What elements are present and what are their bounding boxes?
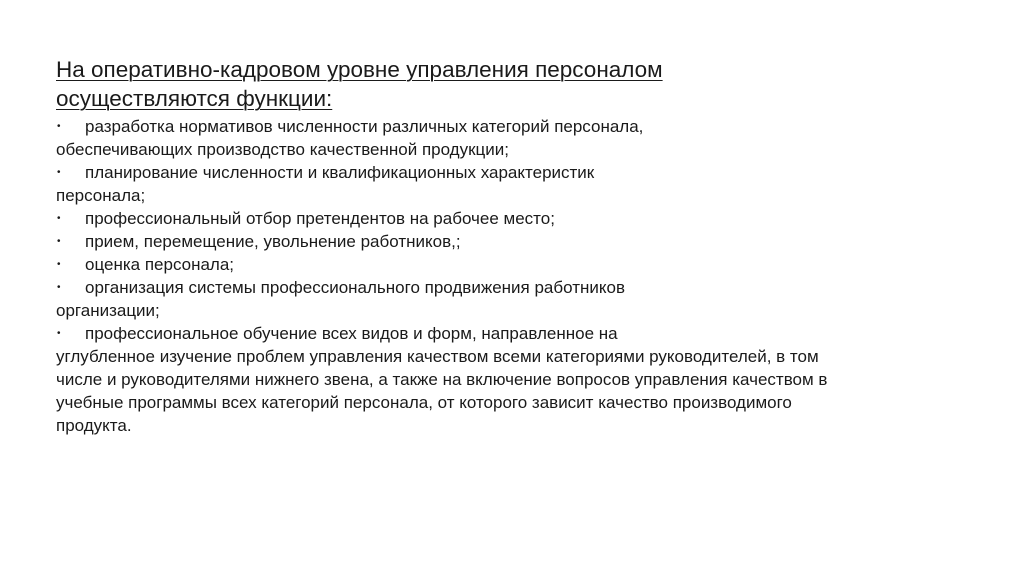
bullet-icon: •	[57, 328, 61, 339]
slide-content	[56, 55, 956, 437]
list-item-text: продукта.	[56, 416, 132, 435]
slide-title-line-1: На оперативно-кадровом уровне управления персоналом	[56, 57, 663, 82]
list-item	[56, 230, 956, 253]
list-item-text: оценка персонала;	[85, 255, 235, 274]
list-item	[56, 161, 956, 184]
bullet-icon: •	[57, 259, 61, 270]
list-item-continuation	[56, 391, 956, 414]
bullet-icon: •	[57, 167, 61, 178]
bullet-icon: •	[57, 236, 61, 247]
list-item-text: профессиональное обучение всех видов и форм, направленное на	[85, 324, 618, 343]
list-item	[56, 207, 956, 230]
list-item	[56, 115, 956, 138]
slide-title	[56, 55, 956, 113]
bullet-icon: •	[57, 121, 61, 132]
list-item-text: учебные программы всех категорий персонала, от которого зависит качество производимого	[56, 393, 792, 412]
list-item-text: профессиональный отбор претендентов на рабочее место;	[85, 209, 555, 228]
list-item	[56, 322, 956, 345]
list-item-continuation	[56, 138, 956, 161]
slide-title-line-2: осуществляются функции:	[56, 86, 333, 111]
list-item-text: организации;	[56, 301, 160, 320]
list-item-continuation	[56, 184, 956, 207]
bullet-icon: •	[57, 213, 61, 224]
list-item-text: организация системы профессионального продвижения работников	[85, 278, 625, 297]
list-item-text: планирование численности и квалификационных характеристик	[85, 163, 595, 182]
list-item-text: обеспечивающих производство качественной продукции;	[56, 140, 509, 159]
list-item-continuation	[56, 414, 956, 437]
list-item-text: разработка нормативов численности различных категорий персонала,	[85, 117, 644, 136]
list-item-text: прием, перемещение, увольнение работников,;	[85, 232, 461, 251]
list-item	[56, 253, 956, 276]
list-item-text: персонала;	[56, 186, 146, 205]
functions-list	[56, 115, 956, 437]
list-item-text: углубленное изучение проблем управления качеством всеми категориями руководителей, в том	[56, 347, 819, 366]
list-item-continuation	[56, 368, 956, 391]
list-item-continuation	[56, 299, 956, 322]
list-item-continuation	[56, 345, 956, 368]
list-item	[56, 276, 956, 299]
list-item-text: числе и руководителями нижнего звена, а также на включение вопросов управления качеством в	[56, 370, 828, 389]
bullet-icon: •	[57, 282, 61, 293]
